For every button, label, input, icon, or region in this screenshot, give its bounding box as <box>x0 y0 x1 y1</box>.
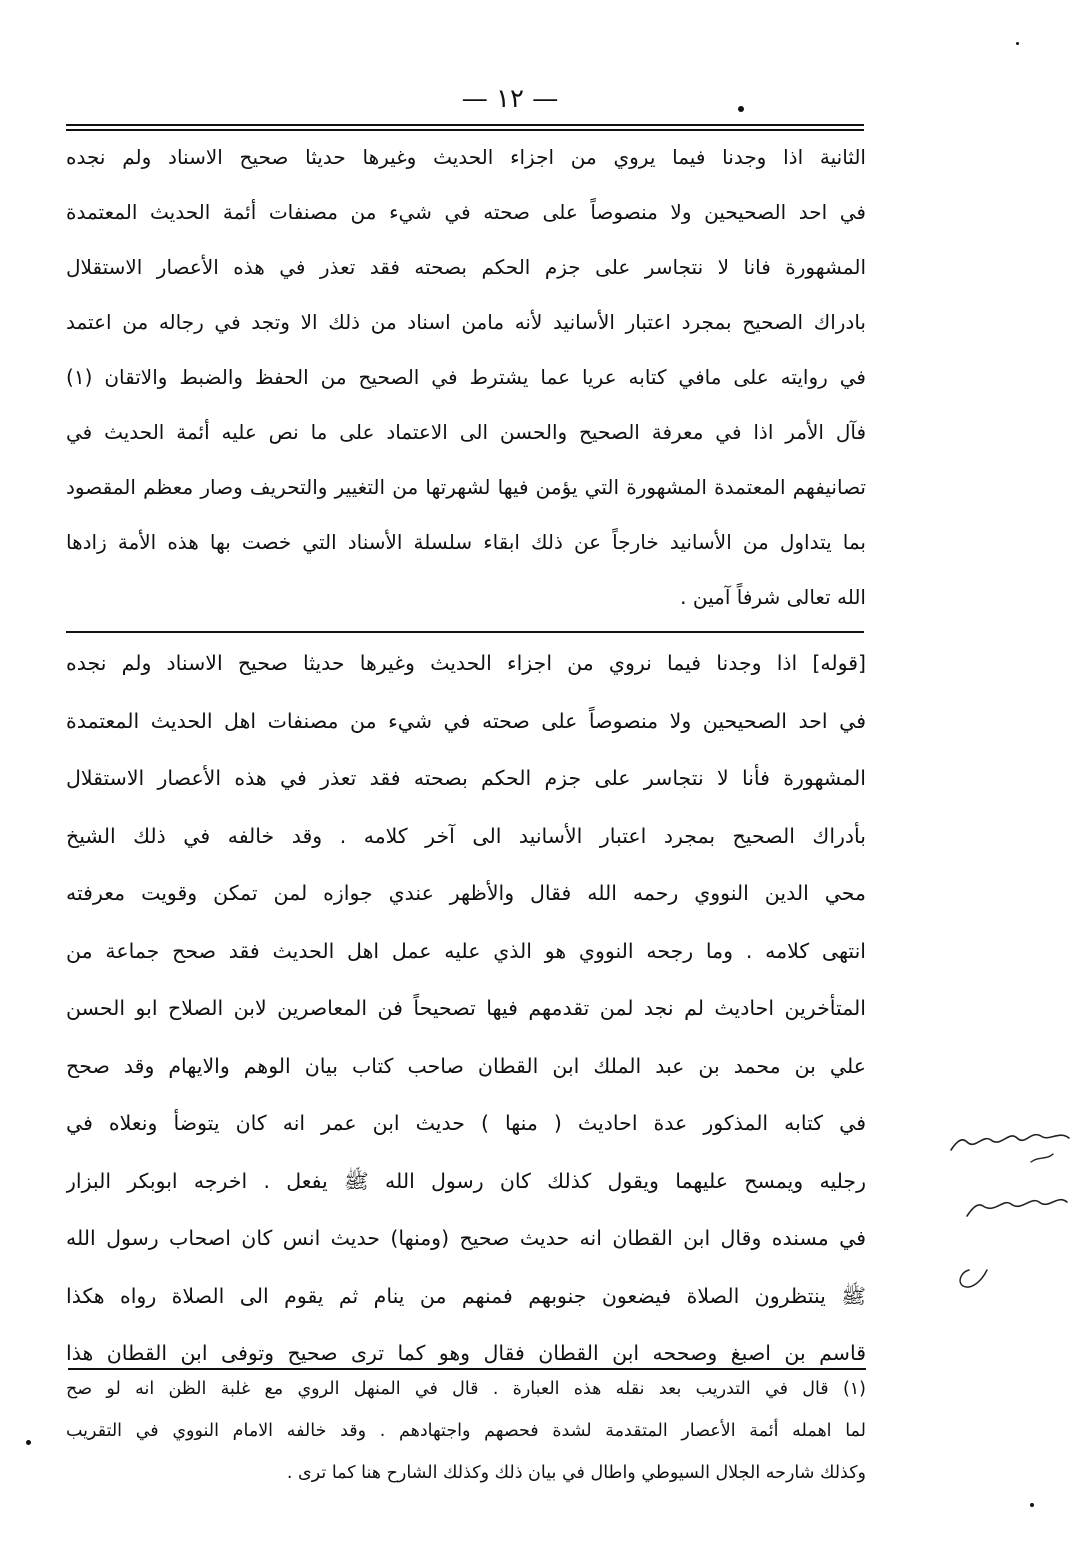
footnote-line: (١) قال في التدريب بعد نقله هذه العبارة . قال في المنهل الروي مع غلبة الظن انه لو صح <box>66 1379 866 1399</box>
commentary-line: علي بن محمد بن عبد الملك ابن القطان صاحب كتاب بيان الوهم والايهام وقد صحح <box>66 1053 866 1078</box>
ink-speck <box>1016 42 1019 45</box>
commentary-line: في كتابه المذكور عدة احاديث ( منها ) حديث ابن عمر انه كان يتوضأ ونعلاه في <box>66 1111 866 1135</box>
matn-line: في روايته على مافي كتابه عريا عما يشترط في الصحيح من الحفظ والضبط والاتقان (١) <box>66 365 866 389</box>
commentary-line: محي الدين النووي رحمه الله فقال والأظهر عندي جوازه لمن تمكن وقويت معرفته <box>66 881 866 905</box>
handwritten-margin-note <box>871 1120 1081 1310</box>
commentary-line: في احد الصحيحين ولا منصوصاً على صحته في شيء من مصنفات اهل الحديث المعتمدة <box>66 708 866 733</box>
matn-line: فآل الأمر اذا في معرفة الصحيح والحسن الى الاعتماد على ما نص عليه أئمة الحديث في <box>66 420 866 444</box>
commentary-line: رجليه ويمسح عليهما ويقول كذلك كان رسول الله ﷺ يفعل . اخرجه ابوبكر البزار <box>66 1168 866 1193</box>
commentary-line: في مسنده وقال ابن القطان انه حديث صحيح (ومنها) حديث انس كان اصحاب رسول الله <box>66 1226 866 1250</box>
footnote-block <box>66 1368 866 1494</box>
matn-text-block <box>66 130 866 625</box>
page-number: — ١٢ — <box>461 84 559 114</box>
matn-line: تصانيفهم المعتمدة المشهورة التي يؤمن فيها لشهرتها من التغيير والتحريف وصار معظم المقصود <box>66 475 866 499</box>
ink-speck <box>26 1440 31 1445</box>
section-divider <box>66 631 864 633</box>
commentary-line: المشهورة فأنا لا نتجاسر على جزم الحكم بصحته فقد تعذر في هذه الأعصار الاستقلال <box>66 766 866 790</box>
footnote-line: لما اهمله أئمة الأعصار المتقدمة لشدة فحصهم واجتهادهم . وقد خالفه الامام النووي في التقريب <box>66 1421 866 1441</box>
ink-speck <box>738 106 744 112</box>
matn-line: الثانية اذا وجدنا فيما يروي من اجزاء الحديث وغيرها حديثا صحيح الاسناد ولم نجده <box>66 145 866 169</box>
commentary-line: انتهى كلامه . وما رجحه النووي هو الذي عليه عمل اهل الحديث فقد صحح جماعة من <box>66 938 866 963</box>
matn-line: الله تعالى شرفاً آمين . <box>680 585 866 609</box>
ink-speck <box>1030 1503 1034 1507</box>
commentary-line: قاسم بن اصبغ وصححه ابن القطان فقال وهو كما ترى صحيح وتوفى ابن القطان هذا <box>66 1341 866 1365</box>
header-rule <box>66 124 864 126</box>
matn-line: في احد الصحيحين ولا منصوصاً على صحته في شيء من مصنفات أئمة الحديث المعتمدة <box>66 200 866 224</box>
commentary-line: [قوله] اذا وجدنا فيما نروي من اجزاء الحديث وغيرها حديثا صحيح الاسناد ولم نجده <box>66 651 866 675</box>
matn-line: بما يتداول من الأسانيد خارجاً عن ذلك ابقاء سلسلة الأسناد التي خصت بها هذه الأمة زادها <box>66 530 866 554</box>
matn-line: بادراك الصحيح بمجرد اعتبار الأسانيد لأنه مامن اسناد من ذلك الا وتجد في رجاله من اعتمد <box>66 310 866 334</box>
matn-line: المشهورة فانا لا نتجاسر على جزم الحكم بصحته فقد تعذر في هذه الأعصار الاستقلال <box>66 255 866 279</box>
footnote-line: وكذلك شارحه الجلال السيوطي واطال في بيان ذلك وكذلك الشارح هنا كما ترى . <box>286 1463 866 1483</box>
commentary-line: بأدراك الصحيح بمجرد اعتبار الأسانيد الى آخر كلامه . وقد خالفه في ذلك الشيخ <box>66 823 866 848</box>
commentary-line: ﷺ ينتظرون الصلاة فيضعون جنوبهم فمنهم من ينام ثم يقوم الى الصلاة رواه هكذا <box>66 1283 866 1308</box>
commentary-text-block <box>66 635 866 1383</box>
commentary-line: المتأخرين احاديث لم نجد لمن تقدمهم فيها تصحيحاً فن المعاصرين لابن الصلاح ابو الحسن <box>66 996 866 1020</box>
